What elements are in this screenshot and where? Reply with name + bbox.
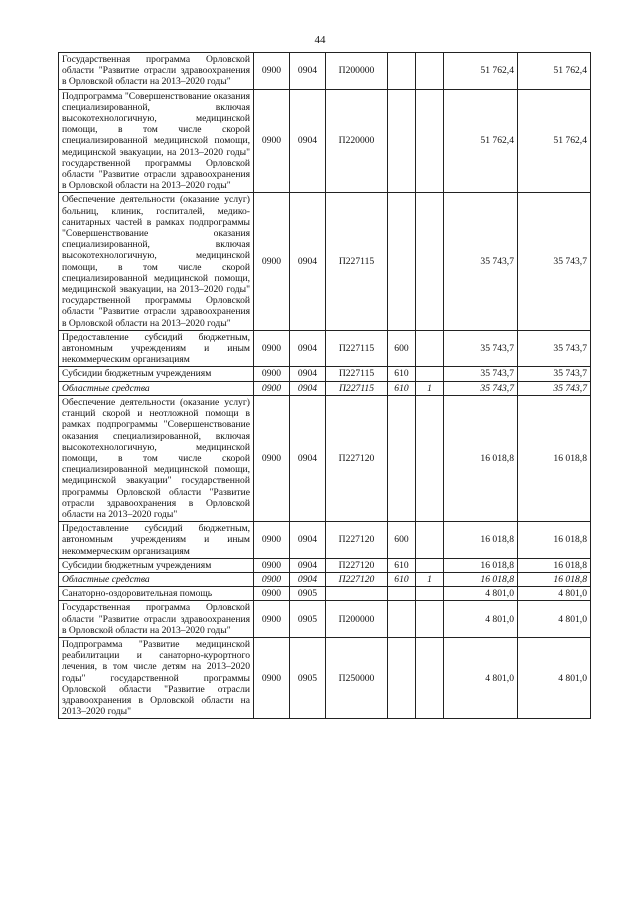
target-article-code: П227120 bbox=[326, 395, 388, 521]
funding-source-code bbox=[416, 395, 444, 521]
page-number: 44 bbox=[314, 34, 326, 46]
row-description: Государственная программа Орловской области "Развитие отрасли здравоохранения в Орловской области на 2013–2020 годы" bbox=[59, 53, 254, 90]
amount-1: 16 018,8 bbox=[444, 522, 518, 559]
row-description: Обеспечение деятельности (оказание услуг) станций скорой и неотложной помощи в рамках подпрограммы "Совершенствование оказания специализированной, включая высокотехнологичную, медицинской помощи, в том числе скорой специализированной медицинской помощи, медицинской эвакуации" государственной программы Орловской области "Развитие отрасли здравоохранения в Орловской области на 2013–2020 годы" bbox=[59, 395, 254, 521]
subsection-code: 0905 bbox=[290, 601, 326, 638]
target-article-code: П227115 bbox=[326, 193, 388, 330]
expense-type-code bbox=[388, 89, 416, 193]
expense-type-code bbox=[388, 637, 416, 718]
target-article-code: П227115 bbox=[326, 367, 388, 381]
subsection-code: 0905 bbox=[290, 637, 326, 718]
expense-type-code: 600 bbox=[388, 330, 416, 367]
funding-source-code: 1 bbox=[416, 572, 444, 586]
amount-1: 4 801,0 bbox=[444, 637, 518, 718]
section-code: 0900 bbox=[254, 193, 290, 330]
amount-2: 4 801,0 bbox=[518, 601, 591, 638]
expense-type-code bbox=[388, 601, 416, 638]
target-article-code: П200000 bbox=[326, 601, 388, 638]
table-row bbox=[59, 522, 591, 559]
row-description: Подпрограмма "Развитие медицинской реабилитации и санаторно-курортного лечения, в том числе детям на 2013–2020 годы" государственной программы Орловской области "Развитие отрасли здравоохранения в Орловской области на 2013–2020 годы" bbox=[59, 637, 254, 718]
amount-2: 35 743,7 bbox=[518, 330, 591, 367]
section-code: 0900 bbox=[254, 381, 290, 395]
table-row bbox=[59, 395, 591, 521]
expense-type-code bbox=[388, 587, 416, 601]
amount-2: 16 018,8 bbox=[518, 558, 591, 572]
amount-1: 35 743,7 bbox=[444, 193, 518, 330]
table-row bbox=[59, 53, 591, 90]
amount-2: 51 762,4 bbox=[518, 53, 591, 90]
section-code: 0900 bbox=[254, 395, 290, 521]
target-article-code: П250000 bbox=[326, 637, 388, 718]
table-row bbox=[59, 572, 591, 586]
funding-source-code bbox=[416, 587, 444, 601]
target-article-code: П227120 bbox=[326, 522, 388, 559]
expense-type-code: 610 bbox=[388, 367, 416, 381]
target-article-code: П200000 bbox=[326, 53, 388, 90]
section-code: 0900 bbox=[254, 522, 290, 559]
target-article-code bbox=[326, 587, 388, 601]
row-description: Подпрограмма "Совершенствование оказания специализированной, включая высокотехнологичную, медицинской помощи, в том числе скорой специализированной медицинской помощи, медицинской эвакуации, на 2013–2020 годы" государственной программы Орловской области "Развитие отрасли здравоохранения в Орловской области на 2013–2020 годы" bbox=[59, 89, 254, 193]
subsection-code: 0904 bbox=[290, 381, 326, 395]
section-code: 0900 bbox=[254, 587, 290, 601]
amount-1: 51 762,4 bbox=[444, 89, 518, 193]
subsection-code: 0904 bbox=[290, 572, 326, 586]
table-row bbox=[59, 558, 591, 572]
row-description: Государственная программа Орловской области "Развитие отрасли здравоохранения в Орловской области на 2013–2020 годы" bbox=[59, 601, 254, 638]
table-row bbox=[59, 330, 591, 367]
amount-1: 35 743,7 bbox=[444, 367, 518, 381]
table-row bbox=[59, 89, 591, 193]
table-row bbox=[59, 367, 591, 381]
amount-2: 51 762,4 bbox=[518, 89, 591, 193]
funding-source-code bbox=[416, 522, 444, 559]
section-code: 0900 bbox=[254, 601, 290, 638]
row-description: Обеспечение деятельности (оказание услуг) больниц, клиник, госпиталей, медико-санитарных частей в рамках подпрограммы "Совершенствование оказания специализированной, включая высокотехнологичную, медицинской помощи, в том числе скорой специализированной медицинской помощи, медицинской эвакуации, на 2013–2020 годы" государственной программы Орловской области "Развитие отрасли здравоохранения в Орловской области на 2013–2020 годы" bbox=[59, 193, 254, 330]
row-description: Областные средства bbox=[59, 381, 254, 395]
expense-type-code: 610 bbox=[388, 558, 416, 572]
amount-1: 4 801,0 bbox=[444, 587, 518, 601]
subsection-code: 0904 bbox=[290, 89, 326, 193]
amount-2: 16 018,8 bbox=[518, 572, 591, 586]
section-code: 0900 bbox=[254, 558, 290, 572]
expense-type-code bbox=[388, 53, 416, 90]
funding-source-code bbox=[416, 89, 444, 193]
section-code: 0900 bbox=[254, 53, 290, 90]
funding-source-code bbox=[416, 193, 444, 330]
amount-2: 35 743,7 bbox=[518, 193, 591, 330]
amount-1: 51 762,4 bbox=[444, 53, 518, 90]
expense-type-code: 610 bbox=[388, 381, 416, 395]
subsection-code: 0904 bbox=[290, 367, 326, 381]
target-article-code: П227120 bbox=[326, 558, 388, 572]
amount-2: 35 743,7 bbox=[518, 367, 591, 381]
expense-type-code bbox=[388, 395, 416, 521]
funding-source-code: 1 bbox=[416, 381, 444, 395]
funding-source-code bbox=[416, 558, 444, 572]
section-code: 0900 bbox=[254, 330, 290, 367]
expense-type-code: 600 bbox=[388, 522, 416, 559]
funding-source-code bbox=[416, 330, 444, 367]
funding-source-code bbox=[416, 637, 444, 718]
subsection-code: 0904 bbox=[290, 53, 326, 90]
subsection-code: 0904 bbox=[290, 522, 326, 559]
row-description: Субсидии бюджетным учреждениям bbox=[59, 367, 254, 381]
amount-1: 35 743,7 bbox=[444, 381, 518, 395]
subsection-code: 0904 bbox=[290, 395, 326, 521]
budget-table bbox=[58, 52, 591, 719]
amount-1: 16 018,8 bbox=[444, 558, 518, 572]
section-code: 0900 bbox=[254, 89, 290, 193]
amount-2: 35 743,7 bbox=[518, 381, 591, 395]
row-description: Субсидии бюджетным учреждениям bbox=[59, 558, 254, 572]
table-row bbox=[59, 193, 591, 330]
target-article-code: П227115 bbox=[326, 330, 388, 367]
amount-1: 4 801,0 bbox=[444, 601, 518, 638]
expense-type-code: 610 bbox=[388, 572, 416, 586]
section-code: 0900 bbox=[254, 367, 290, 381]
amount-1: 16 018,8 bbox=[444, 395, 518, 521]
table-row bbox=[59, 637, 591, 718]
target-article-code: П227120 bbox=[326, 572, 388, 586]
amount-2: 16 018,8 bbox=[518, 395, 591, 521]
table-row bbox=[59, 601, 591, 638]
row-description: Областные средства bbox=[59, 572, 254, 586]
subsection-code: 0904 bbox=[290, 193, 326, 330]
table-body bbox=[59, 53, 591, 719]
row-description: Предоставление субсидий бюджетным, автономным учреждениям и иным некоммерческим организациям bbox=[59, 522, 254, 559]
funding-source-code bbox=[416, 53, 444, 90]
subsection-code: 0904 bbox=[290, 558, 326, 572]
target-article-code: П227115 bbox=[326, 381, 388, 395]
subsection-code: 0905 bbox=[290, 587, 326, 601]
target-article-code: П220000 bbox=[326, 89, 388, 193]
row-description: Санаторно-оздоровительная помощь bbox=[59, 587, 254, 601]
expense-type-code bbox=[388, 193, 416, 330]
row-description: Предоставление субсидий бюджетным, автономным учреждениям и иным некоммерческим организациям bbox=[59, 330, 254, 367]
amount-2: 4 801,0 bbox=[518, 587, 591, 601]
table-row bbox=[59, 587, 591, 601]
amount-2: 4 801,0 bbox=[518, 637, 591, 718]
amount-1: 16 018,8 bbox=[444, 572, 518, 586]
table-row bbox=[59, 381, 591, 395]
amount-2: 16 018,8 bbox=[518, 522, 591, 559]
section-code: 0900 bbox=[254, 637, 290, 718]
section-code: 0900 bbox=[254, 572, 290, 586]
funding-source-code bbox=[416, 601, 444, 638]
funding-source-code bbox=[416, 367, 444, 381]
amount-1: 35 743,7 bbox=[444, 330, 518, 367]
subsection-code: 0904 bbox=[290, 330, 326, 367]
